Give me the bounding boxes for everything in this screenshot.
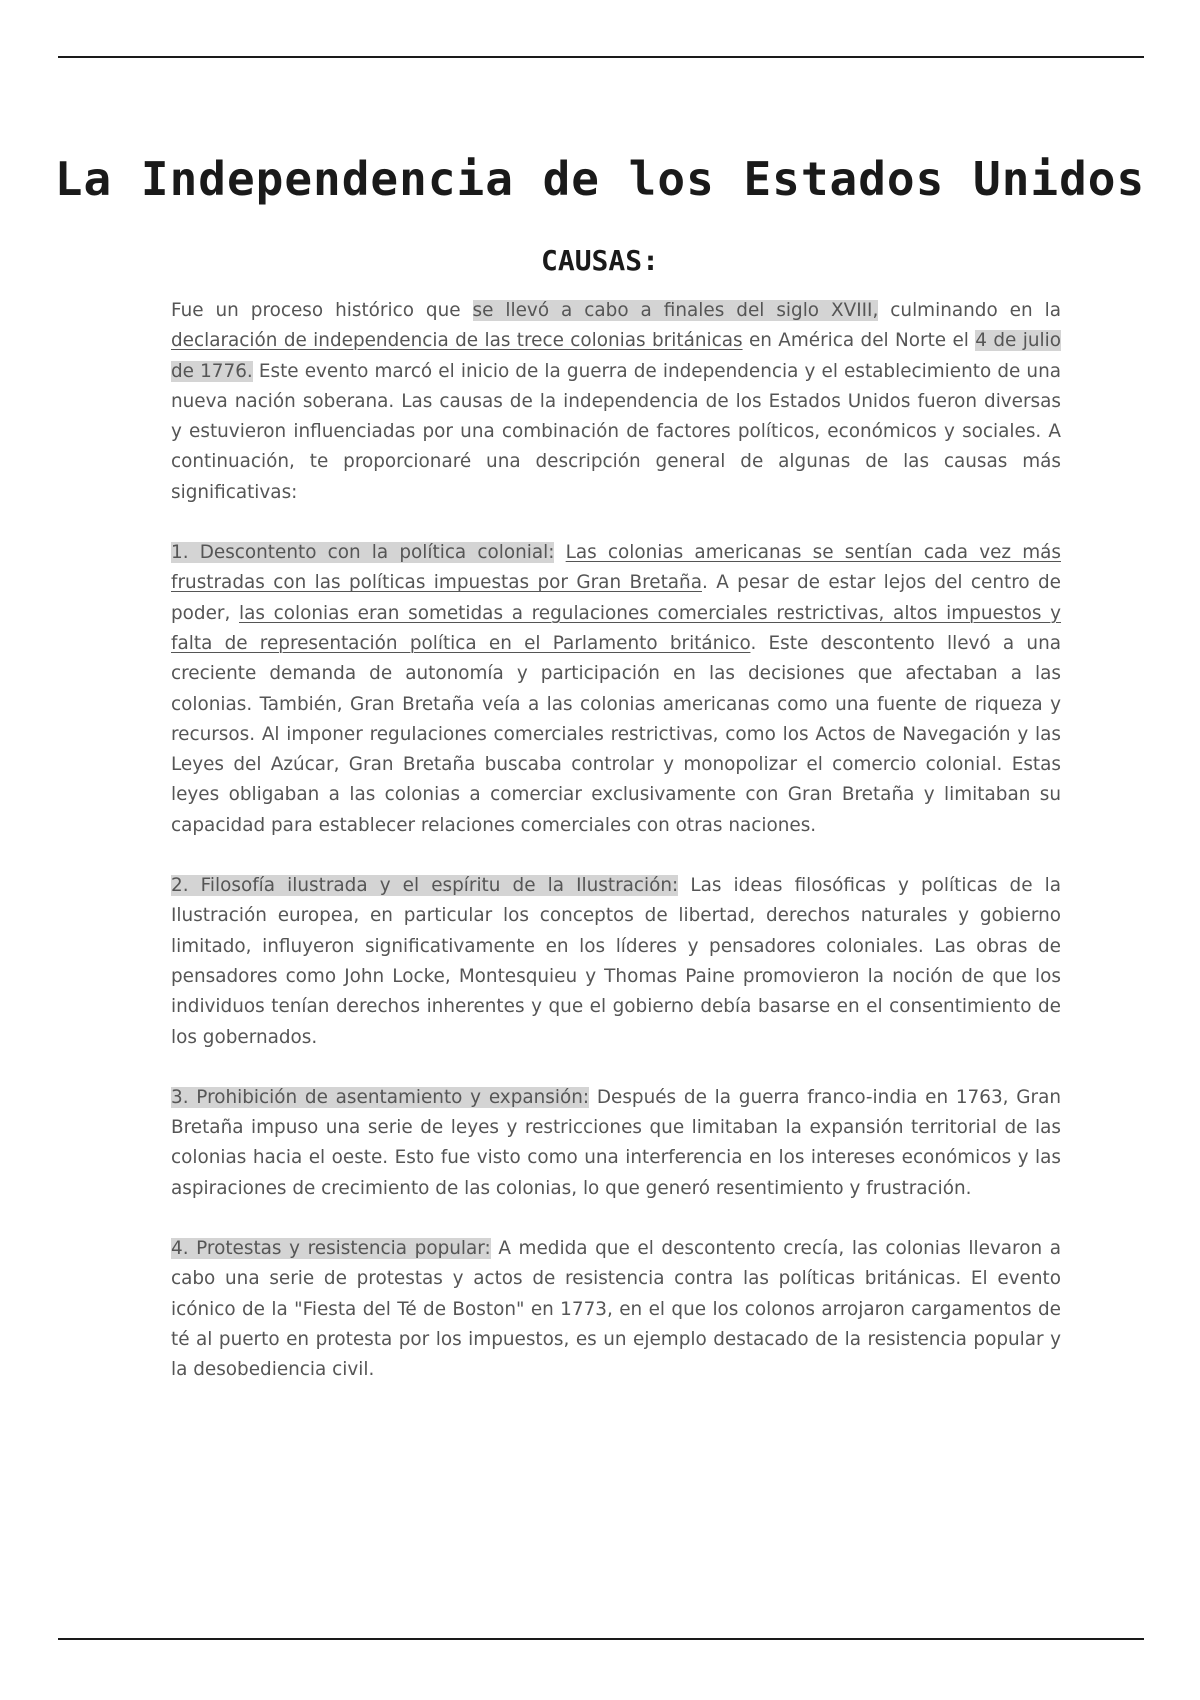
cause-4-paragraph	[171, 1234, 1061, 1385]
intro-text-1: Fue un proceso histórico que	[171, 300, 473, 321]
section-heading-causas: CAUSAS:	[540, 244, 659, 277]
cause-1-text-1: . A pesar de estar lejos del centro de poder,	[171, 572, 1061, 624]
cause-4-text: A medida que el descontento crecía, las colonias llevaron a cabo una serie de protestas y actos de resistencia contra las políticas británicas. El evento icónico de la "Fiesta del Té de Boston" en 1773, en el que los colonos arrojaron cargamentos de té al puerto en protesta por los impuestos, es un ejemplo destacado de la resistencia popular y la desobediencia civil.	[171, 1238, 1061, 1381]
intro-underline-declaration: declaración de independencia de las trece colonias británicas	[171, 330, 743, 352]
cause-1-text-2: . Este descontento llevó a una creciente demanda de autonomía y participación en las decisiones que afectaban a las colonias. También, Gran Bretaña veía a las colonias americanas como una fuente de riqueza y recursos. Al imponer regulaciones comerciales restrictivas, como los Actos de Navegación y las Leyes del Azúcar, Gran Bretaña buscaba controlar y monopolizar el comercio colonial. Estas leyes obligaban a las colonias a comerciar exclusivamente con Gran Bretaña y limitaban su capacidad para establecer relaciones comerciales con otras naciones.	[171, 632, 1061, 836]
cause-3-paragraph	[171, 1083, 1061, 1204]
top-rule	[58, 56, 1144, 58]
bottom-rule	[58, 1638, 1144, 1640]
cause-2-heading: 2. Filosofía ilustrada y el espíritu de la Ilustración:	[171, 875, 679, 897]
intro-text-2: culminando en la	[878, 300, 1061, 321]
intro-highlight-century: se llevó a cabo a finales del siglo XVIII,	[472, 300, 879, 321]
page-title: La Independencia de los Estados Unidos	[54, 152, 1146, 206]
cause-2-paragraph	[171, 871, 1061, 1053]
cause-3-text: Después de la guerra franco-india en 1763, Gran Bretaña impuso una serie de leyes y restricciones que limitaban la expansión territorial de las colonias hacia el oeste. Esto fue visto como una interferencia en los intereses económicos y las aspiraciones de crecimiento de las colonias, lo que generó resentimiento y frustración.	[171, 1086, 1061, 1199]
document-body	[171, 296, 1061, 1416]
cause-4-heading: 4. Protestas y resistencia popular:	[171, 1238, 491, 1260]
cause-2-text: Las ideas filosóficas y políticas de la Ilustración europea, en particular los conceptos de libertad, derechos naturales y gobierno limitado, influyeron significativamente en los líderes y pensadores coloniales. Las obras de pensadores como John Locke, Montesquieu y Thomas Paine promovieron la noción de que los individuos tenían derechos inherentes y que el gobierno debía basarse en el consentimiento de los gobernados.	[171, 875, 1061, 1048]
cause-1-paragraph	[171, 538, 1061, 841]
intro-text-4: Este evento marcó el inicio de la guerra de independencia y el establecimiento de una nueva nación soberana. Las causas de la independencia de los Estados Unidos fueron diversas y estuvieron influenciadas por una combinación de factores políticos, económicos y sociales. A continuación, te proporcionaré una descripción general de algunas de las causas más significativas:	[171, 360, 1062, 503]
intro-paragraph	[171, 296, 1061, 508]
cause-3-heading: 3. Prohibición de asentamiento y expansión:	[171, 1086, 590, 1108]
cause-1-space	[554, 542, 565, 563]
cause-1-underline-frustration: Las colonias americanas se sentían cada vez más frustradas con las políticas impuestas por Gran Bretaña	[171, 542, 1061, 594]
cause-1-heading: 1. Descontento con la política colonial:	[171, 542, 555, 564]
intro-highlight-date: 4 de julio de 1776.	[171, 330, 1061, 382]
cause-1-underline-regulations: las colonias eran sometidas a regulaciones comerciales restrictivas, altos impuestos y falta de representación política en el Parlamento británico	[171, 602, 1062, 654]
intro-text-3: en América del Norte el	[742, 330, 976, 352]
